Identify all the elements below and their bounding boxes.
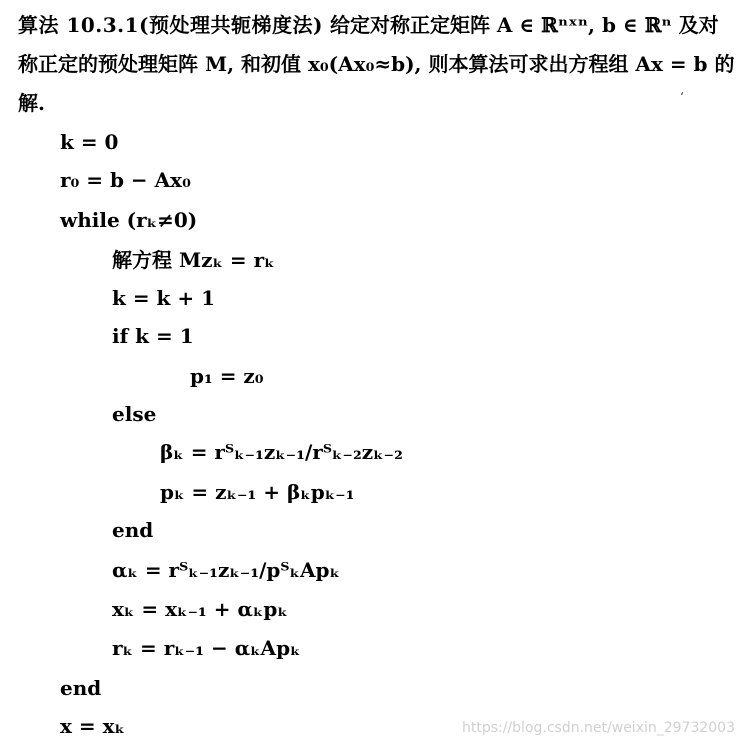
algo-line-14: rₖ = rₖ₋₁ − αₖApₖ [112, 636, 301, 660]
algo-line-1: k = 0 [60, 130, 119, 154]
algo-line-6: if k = 1 [112, 324, 194, 348]
algo-line-16: x = xₖ [60, 714, 125, 738]
algo-line-11: end [112, 518, 154, 542]
algo-line-4: 解方程 Mzₖ = rₖ [112, 248, 275, 272]
algo-line-10: pₖ = zₖ₋₁ + βₖpₖ₋₁ [160, 480, 355, 504]
algo-line-5: k = k + 1 [112, 286, 215, 310]
algorithm-description: 给定对称正定矩阵 A ∈ ℝⁿˣⁿ, b ∈ ℝⁿ 及对称正定的预处理矩阵 M, 和初值 x₀(Ax₀≈b), 则本算法可求出方程组 Ax = b 的解. [18, 13, 735, 115]
algo-line-8: else [112, 402, 157, 426]
algo-line-2: r₀ = b − Ax₀ [60, 168, 191, 192]
algo-line-15: end [60, 676, 102, 700]
algo-line-3: while (rₖ≠0) [60, 208, 198, 232]
speck-mark: ʻ [680, 90, 684, 104]
algorithm-header [18, 6, 738, 123]
algo-line-12: αₖ = rᵀₖ₋₁zₖ₋₁/pᵀₖApₖ [112, 558, 340, 582]
algorithm-title: 算法 10.3.1(预处理共轭梯度法) [18, 13, 323, 37]
algo-line-13: xₖ = xₖ₋₁ + αₖpₖ [112, 597, 288, 621]
algo-line-9: βₖ = rᵀₖ₋₁zₖ₋₁/rᵀₖ₋₂zₖ₋₂ [160, 440, 403, 464]
watermark-text: https://blog.csdn.net/weixin_29732003 [461, 720, 735, 736]
algo-line-7: p₁ = z₀ [190, 364, 264, 388]
